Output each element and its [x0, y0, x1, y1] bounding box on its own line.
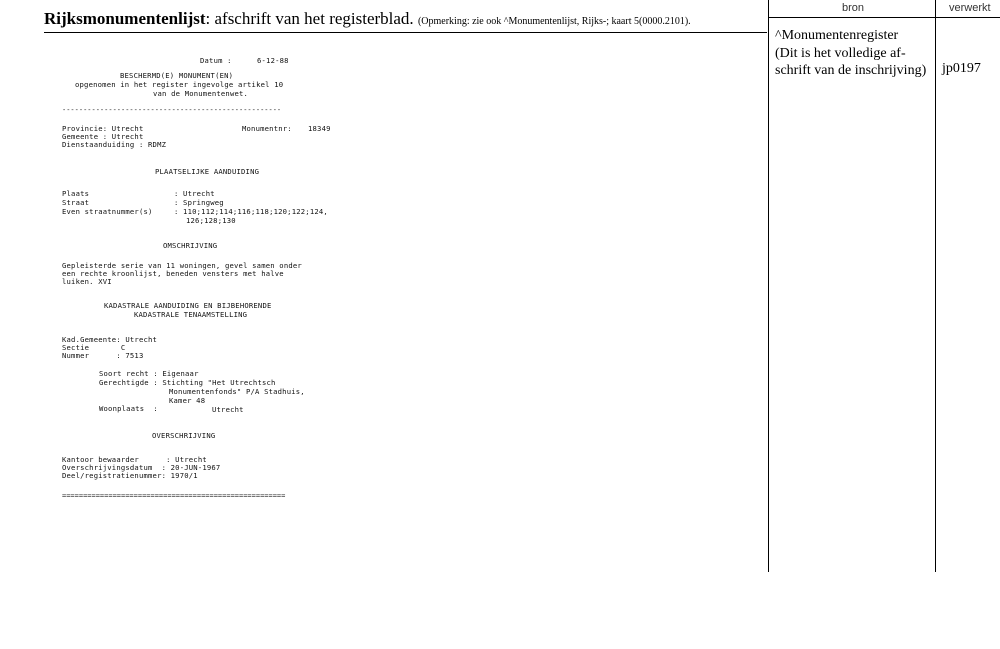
kad-gemeente: Kad.Gemeente: Utrecht: [62, 335, 158, 344]
column-header-verwerkt: verwerkt: [949, 2, 991, 14]
gerechtigde-1: Gerechtigde : Stichting "Het Utrechtsch: [99, 378, 276, 387]
doc-title-3: van de Monumentenwet.: [153, 89, 249, 98]
woonplaats-value: Utrecht: [212, 405, 244, 414]
soort-recht: Soort recht : Eigenaar: [99, 369, 199, 378]
monumentnr-value: 18349: [308, 124, 331, 133]
page-title: [44, 9, 691, 29]
bron-line: ^Monumentenregister: [775, 28, 899, 43]
straat-value: : Springweg: [174, 198, 224, 207]
separator-dash: ----------------------------------------------------: [62, 106, 282, 114]
woonplaats-label: Woonplaats :: [99, 404, 158, 413]
gemeente: Gemeente : Utrecht: [62, 132, 144, 141]
doc-title-2: opgenomen in het register ingevolge artikel 10: [75, 80, 284, 89]
doc-title-1: BESCHERMD(E) MONUMENT(EN): [120, 71, 234, 80]
page-title-bold: Rijksmonumentenlijst: [44, 9, 206, 28]
kantoor-bewaarder: Kantoor bewaarder : Utrecht: [62, 455, 207, 464]
dienstaanduiding: Dienstaanduiding : RDMZ: [62, 140, 167, 149]
deel-registratienummer: Deel/registratienummer: 1970/1: [62, 471, 198, 480]
separator-equals: =====================================================: [62, 492, 286, 500]
omschrijving-line: een rechte kroonlijst, beneden vensters met halve: [62, 269, 284, 278]
section-kadastrale-1: KADASTRALE AANDUIDING EN BIJBEHORENDE: [104, 301, 272, 310]
header-note: (Opmerking: zie ook ^Monumentenlijst, Rijks-; kaart 5(0000.2101).: [417, 16, 691, 27]
datum-label: Datum :: [200, 56, 232, 65]
column-header-bron: bron: [842, 2, 865, 14]
column-header-rule: [769, 17, 1000, 18]
gerechtigde-2: Monumentenfonds" P/A Stadhuis,: [169, 387, 305, 396]
section-omschrijving: OMSCHRIJVING: [163, 241, 218, 250]
bron-line: (Dit is het volledige af-: [775, 45, 906, 61]
section-overschrijving: OVERSCHRIJVING: [152, 431, 216, 440]
bron-cell: [775, 27, 926, 80]
even-label: Even straatnummer(s): [62, 207, 153, 216]
column-divider-left: [768, 0, 769, 572]
verwerkt-code: jp0197: [942, 61, 981, 76]
sectie: Sectie C: [62, 343, 126, 352]
datum-value: 6-12-88: [257, 56, 289, 65]
omschrijving-line: luiken. XVI: [62, 277, 112, 286]
monumentnr-label: Monumentnr:: [242, 124, 292, 133]
even-value-2: 126;128;130: [186, 216, 236, 225]
nummer: Nummer : 7513: [62, 351, 144, 360]
omschrijving-line: Gepleisterde serie van 11 woningen, gevel samen onder: [62, 261, 302, 270]
section-plaatselijke: PLAATSELIJKE AANDUIDING: [155, 167, 260, 176]
section-kadastrale-2: KADASTRALE TENAAMSTELLING: [134, 310, 248, 319]
provincie: Provincie: Utrecht: [62, 124, 144, 133]
overschrijvingsdatum: Overschrijvingsdatum : 20-JUN-1967: [62, 463, 221, 472]
gerechtigde-3: Kamer 48: [169, 396, 206, 405]
even-value-1: : 110;112;114;116;118;120;122;124,: [174, 207, 328, 216]
header-rule: [44, 32, 767, 33]
page-title-rest: : afschrift van het registerblad.: [205, 9, 414, 28]
straat-label: Straat: [62, 198, 90, 207]
plaats-label: Plaats: [62, 189, 90, 198]
bron-line: schrift van de inschrijving): [775, 63, 927, 78]
column-divider-right: [935, 0, 936, 572]
plaats-value: : Utrecht: [174, 189, 215, 198]
